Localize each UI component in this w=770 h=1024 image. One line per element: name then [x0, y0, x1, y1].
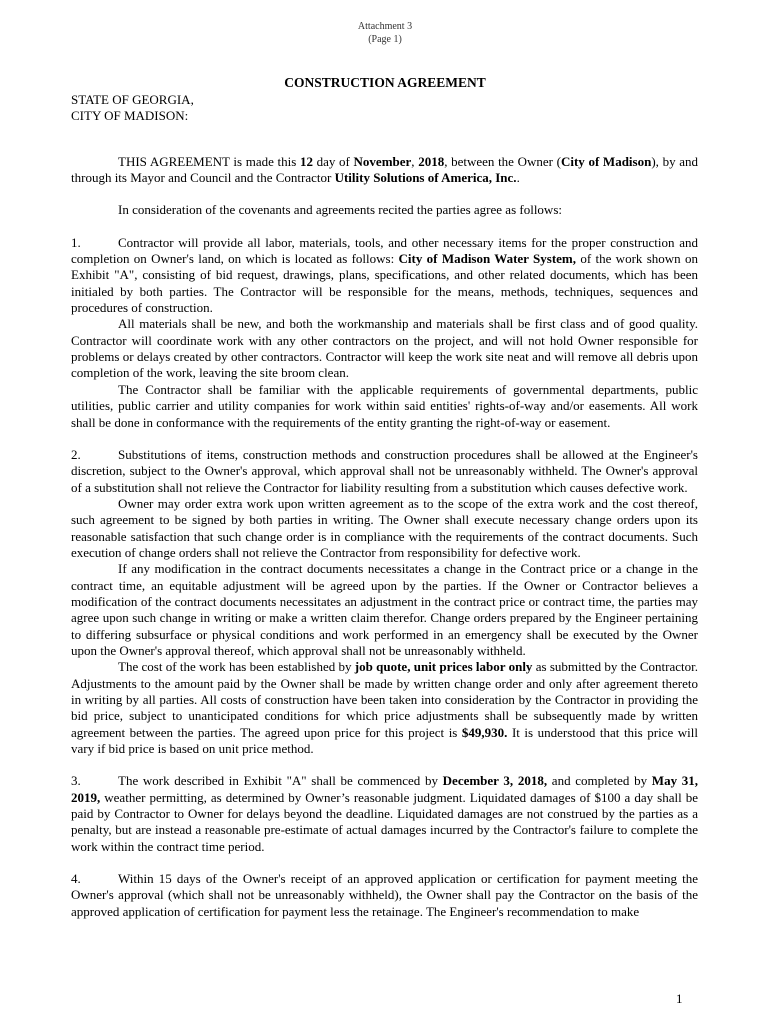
section-2-paragraph-1: 2. Substitutions of items, construction methods and construction procedures shall be allowed at the Engineer's discretion, subject to the Owner's approval, which approval shall not be unreasonably withheld. The Owner's approval of a substitution shall not relieve the Contractor for liability resulting from a substitution which causes defective work. — [71, 446, 698, 495]
start-date: December 3, 2018, — [442, 773, 548, 789]
agreement-month: November — [353, 153, 412, 169]
state-line: STATE OF GEORGIA, — [71, 92, 194, 107]
completion-date: May 31, 2019, — [71, 773, 699, 805]
section-4-paragraph: 4. Within 15 days of the Owner's receipt of an approved application or certification for payment meeting the Owner's approval (which shall not be unreasonably withheld), the Owner shall pay the Contractor on the basis of the approved application of certification for payment less the retainage. The Engineer's recommendation to make — [71, 871, 698, 919]
section-1-paragraph-1: 1. Contractor will provide all labor, materials, tools, and other necessary items for the proper construction and completion on Owner's land, on which is located as follows: City of Madison Water System, of the work shown on Exhibit "A", consisting of bid request, drawings, plans, specifications, and other related documents, which has been initialed by both parties. The Contractor will be responsible for the means, methods, techniques, sequences and procedures of construction. — [71, 234, 698, 316]
owner-name: City of Madison — [560, 153, 652, 169]
agreed-price: $49,930. — [461, 724, 508, 740]
attachment-label: Attachment 3 — [357, 21, 413, 32]
section-2-paragraph-4: The cost of the work has been established by job quote, unit prices labor only as submitted by the Contractor. Adjustments to the amount paid by the Owner shall be made by written change order and only after agreement thereto in writing by all parties. All costs of construction have been taken into consideration by the Contractor in providing the bid price, subject to unanticipated conditions for which price adjustments shall be subsequently made by written agreement between the parties. The agreed upon price for this project is $49,930. It is understood that this price will vary if bid price is based on unit price method. — [71, 659, 698, 757]
section-1-paragraph-3: The Contractor shall be familiar with the applicable requirements of governmental departments, public utilities, public carrier and utility companies for work within said entities' rights-of-way and/or easements. All work shall be done in conformance with the requirements of the entity granting the right-of-way or easement. — [71, 381, 698, 430]
document-title: CONSTRUCTION AGREEMENT — [284, 75, 486, 90]
city-line: CITY OF MADISON: — [71, 108, 189, 124]
section-2-paragraph-3: If any modification in the contract documents necessitates a change in the Contract price or a change in the contract time, an equitable adjustment will be agreed upon by the parties. If the Owner or Contractor believes a modification of the contract documents necessitates an adjustment in the contract price or contract time, the parties may agree upon such change in writing or make a written claim therefor. Change orders prepared by the Engineer pertaining to differing subsurface or physical conditions and work performed in an emergency shall be executed by the Owner upon the Owner's approval thereof, which approval shall not be unreasonably withheld. — [71, 561, 698, 658]
section-1-paragraph-2: All materials shall be new, and both the workmanship and materials shall be first class and of good quality. Contractor will coordinate work with any other contractors on the project, and will not hold Owner responsible for problems or delays created by other contractors. Contractor will keep the work site neat and will remove all debris upon completion of the work, leaving the site broom clean. — [71, 316, 698, 381]
intro-paragraph: THIS AGREEMENT is made this 12 day of November, 2018, between the Owner (City of Madison), by and through its Mayor and Council and the Contractor Utility Solutions of America, Inc.. — [71, 153, 698, 186]
pricing-basis: job quote, unit prices labor only — [354, 659, 533, 675]
section-number: 3. — [71, 773, 81, 789]
project-name: City of Madison Water System, — [398, 251, 577, 267]
section-3-paragraph: 3. The work described in Exhibit "A" shall be commenced by December 3, 2018, and completed by May 31, 2019, weather permitting, as determined by Owner’s reasonable judgment. Liquidated damages of $100 a day shall be paid by Contractor to Owner for delays beyond the deadline. Liquidated damages are not construed by the parties as a penalty, but are instead a reasonable pre-estimate of actual damages incurred by the Contractor's failure to complete the work within the contract time period. — [71, 773, 699, 854]
section-number: 1. — [71, 234, 81, 250]
contractor-name: Utility Solutions of America, Inc. — [334, 170, 517, 186]
agreement-body — [71, 92, 698, 920]
attachment-header — [0, 20, 770, 46]
agreement-day: 12 — [299, 153, 313, 169]
attachment-page-ref: (Page 1) — [368, 34, 402, 45]
section-2-paragraph-2: Owner may order extra work upon written agreement as to the scope of the extra work and the cost thereof, such agreement to be signed by both parties in writing. The Owner shall execute necessary change orders upon its reasonable satisfaction that such change order is in compliance with the requirements of the contract documents. Such execution of change orders shall not relieve the Contractor from responsibility for defective work. — [71, 495, 698, 560]
page-number: 1 — [676, 991, 683, 1006]
section-number: 2. — [71, 446, 81, 462]
agreement-year: 2018 — [418, 153, 445, 169]
section-number: 4. — [71, 871, 81, 887]
consideration-paragraph: In consideration of the covenants and agreements recited the parties agree as follows: — [118, 202, 562, 218]
